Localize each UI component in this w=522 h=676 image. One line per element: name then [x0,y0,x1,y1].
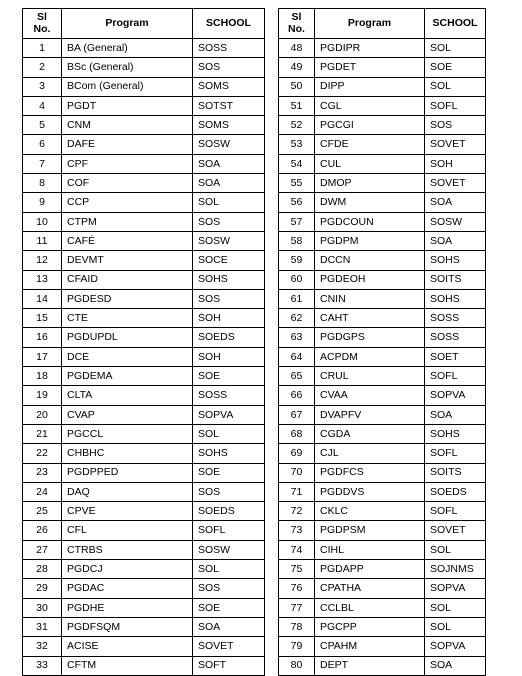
table-row [279,424,486,443]
cell-school: SOE [193,598,265,617]
cell-school: SOMS [193,116,265,135]
cell-school: SOFL [193,521,265,540]
table-row [279,154,486,173]
table-row [279,58,486,77]
cell-sl-no: 72 [279,502,315,521]
cell-school: SOEDS [193,502,265,521]
cell-sl-no: 25 [23,502,62,521]
cell-school: SOVET [425,174,486,193]
header-program: Program [315,9,425,39]
cell-school: SOA [425,193,486,212]
cell-program: CCP [62,193,193,212]
cell-sl-no: 65 [279,367,315,386]
table-row [279,444,486,463]
table-row [23,77,265,96]
cell-sl-no: 73 [279,521,315,540]
cell-program: CPVE [62,502,193,521]
cell-program: CGDA [315,424,425,443]
cell-sl-no: 69 [279,444,315,463]
cell-school: SOCE [193,251,265,270]
cell-school: SOEDS [193,328,265,347]
header-sl-no [279,9,315,39]
cell-program: PGDIPR [315,39,425,58]
cell-school: SOS [193,579,265,598]
cell-program: DAFE [62,135,193,154]
cell-sl-no: 18 [23,367,62,386]
cell-sl-no: 78 [279,617,315,636]
cell-sl-no: 52 [279,116,315,135]
table-row [23,444,265,463]
cell-school: SOA [193,174,265,193]
cell-school: SOSW [193,540,265,559]
cell-school: SOS [193,482,265,501]
cell-sl-no: 17 [23,347,62,366]
header-no-text: No. [33,22,51,35]
table-row [23,521,265,540]
cell-sl-no: 49 [279,58,315,77]
cell-sl-no: 16 [23,328,62,347]
table-row [23,579,265,598]
cell-school: SOE [193,367,265,386]
cell-program: PGDCOUN [315,212,425,231]
cell-program: CAFÉ [62,231,193,250]
cell-sl-no: 53 [279,135,315,154]
cell-school: SOVET [193,637,265,656]
cell-program: CFAID [62,270,193,289]
cell-school: SOH [425,154,486,173]
cell-sl-no: 48 [279,39,315,58]
table-row [279,656,486,675]
table-row [279,637,486,656]
table-header-row [279,9,486,39]
cell-sl-no: 4 [23,96,62,115]
table-row [23,174,265,193]
cell-school: SOEDS [425,482,486,501]
cell-school: SOPVA [425,386,486,405]
cell-program: CLTA [62,386,193,405]
cell-school: SOH [193,347,265,366]
cell-school: SOL [425,617,486,636]
cell-school: SOPVA [425,637,486,656]
header-sl-text: Sl [291,11,302,24]
cell-school: SOS [425,116,486,135]
cell-school: SOSW [193,135,265,154]
cell-school: SOH [193,309,265,328]
cell-program: CPATHA [315,579,425,598]
cell-program: BSc (General) [62,58,193,77]
table-row [23,309,265,328]
table-row [279,270,486,289]
cell-sl-no: 27 [23,540,62,559]
cell-program: PGDT [62,96,193,115]
cell-program: PGDAC [62,579,193,598]
cell-program: COF [62,174,193,193]
cell-school: SOTST [193,96,265,115]
cell-program: PGDEOH [315,270,425,289]
table-row [279,212,486,231]
cell-school: SOFT [193,656,265,675]
cell-school: SOSS [425,328,486,347]
cell-program: DEVMT [62,251,193,270]
table-row [23,212,265,231]
table-row [279,96,486,115]
cell-sl-no: 24 [23,482,62,501]
cell-school: SOL [425,598,486,617]
cell-program: CNM [62,116,193,135]
cell-school: SOL [425,39,486,58]
table-row [279,328,486,347]
table-row [279,347,486,366]
table-row [23,463,265,482]
cell-sl-no: 74 [279,540,315,559]
cell-sl-no: 33 [23,656,62,675]
cell-program: PGDHE [62,598,193,617]
cell-sl-no: 76 [279,579,315,598]
cell-sl-no: 6 [23,135,62,154]
table-body-left [23,39,265,676]
cell-program: CJL [315,444,425,463]
table-row [23,347,265,366]
cell-sl-no: 12 [23,251,62,270]
table-header-row [23,9,265,39]
table-row [279,367,486,386]
cell-sl-no: 63 [279,328,315,347]
cell-program: CFL [62,521,193,540]
cell-school: SOE [425,58,486,77]
cell-program: CTE [62,309,193,328]
cell-program: PGDPSM [315,521,425,540]
programs-table-right [278,8,486,676]
table-row [279,482,486,501]
cell-program: PGDAPP [315,560,425,579]
table-row [23,386,265,405]
cell-school: SOSS [193,386,265,405]
cell-program: DIPP [315,77,425,96]
cell-program: DCE [62,347,193,366]
cell-program: PGDESD [62,289,193,308]
cell-sl-no: 32 [23,637,62,656]
table-row [23,251,265,270]
cell-school: SOPVA [193,405,265,424]
table-row [23,328,265,347]
table-row [23,540,265,559]
table-row [279,463,486,482]
table-row [23,289,265,308]
table-row [279,251,486,270]
cell-school: SOSW [425,212,486,231]
cell-sl-no: 77 [279,598,315,617]
cell-sl-no: 70 [279,463,315,482]
cell-school: SOS [193,58,265,77]
programs-table-left [22,8,265,676]
cell-program: CTPM [62,212,193,231]
cell-sl-no: 1 [23,39,62,58]
cell-program: CPAHM [315,637,425,656]
table-row [279,386,486,405]
cell-program: DEPT [315,656,425,675]
cell-program: DWM [315,193,425,212]
table-row [23,502,265,521]
table-row [23,424,265,443]
table-body-right [279,39,486,676]
cell-program: PGDCJ [62,560,193,579]
table-row [279,405,486,424]
cell-sl-no: 58 [279,231,315,250]
cell-sl-no: 57 [279,212,315,231]
header-sl-text: Sl [37,11,47,24]
table-row [279,77,486,96]
cell-program: PGDFCS [315,463,425,482]
cell-school: SOL [193,560,265,579]
table-row [279,289,486,308]
cell-sl-no: 71 [279,482,315,501]
cell-sl-no: 3 [23,77,62,96]
cell-school: SOFL [425,96,486,115]
cell-program: CUL [315,154,425,173]
cell-school: SOA [425,231,486,250]
cell-school: SOA [425,656,486,675]
cell-sl-no: 64 [279,347,315,366]
cell-program: ACPDM [315,347,425,366]
table-row [279,231,486,250]
cell-school: SOS [193,289,265,308]
table-row [23,58,265,77]
table-row [23,154,265,173]
cell-program: CCLBL [315,598,425,617]
cell-sl-no: 59 [279,251,315,270]
header-program: Program [62,9,193,39]
cell-program: PGDEMA [62,367,193,386]
cell-program: BCom (General) [62,77,193,96]
cell-program: PGDDVS [315,482,425,501]
cell-school: SOL [425,77,486,96]
cell-sl-no: 51 [279,96,315,115]
cell-sl-no: 19 [23,386,62,405]
cell-school: SOL [193,424,265,443]
cell-sl-no: 5 [23,116,62,135]
cell-school: SOITS [425,463,486,482]
cell-program: PGDUPDL [62,328,193,347]
table-row [23,270,265,289]
cell-sl-no: 55 [279,174,315,193]
cell-school: SOMS [193,77,265,96]
table-row [279,39,486,58]
cell-school: SOJNMS [425,560,486,579]
table-row [23,193,265,212]
table-row [23,405,265,424]
cell-sl-no: 8 [23,174,62,193]
cell-program: CRUL [315,367,425,386]
cell-program: PGDET [315,58,425,77]
cell-school: SOFL [425,444,486,463]
cell-sl-no: 9 [23,193,62,212]
table-row [23,637,265,656]
cell-program: DMOP [315,174,425,193]
table-row [279,560,486,579]
cell-program: CFDE [315,135,425,154]
cell-program: DVAPFV [315,405,425,424]
cell-program: CNIN [315,289,425,308]
cell-school: SOVET [425,521,486,540]
cell-program: DCCN [315,251,425,270]
cell-program: CVAA [315,386,425,405]
cell-program: CPF [62,154,193,173]
cell-sl-no: 56 [279,193,315,212]
cell-program: ACISE [62,637,193,656]
header-school: SCHOOL [425,9,486,39]
cell-school: SOPVA [425,579,486,598]
cell-program: PGCPP [315,617,425,636]
table-row [23,598,265,617]
cell-school: SOE [193,463,265,482]
cell-school: SOL [425,540,486,559]
cell-program: CGL [315,96,425,115]
cell-school: SOITS [425,270,486,289]
cell-program: BA (General) [62,39,193,58]
table-row [23,116,265,135]
cell-sl-no: 80 [279,656,315,675]
cell-program: CAHT [315,309,425,328]
table-row [279,174,486,193]
table-row [279,579,486,598]
cell-sl-no: 75 [279,560,315,579]
table-row [279,116,486,135]
cell-program: CHBHC [62,444,193,463]
cell-school: SOHS [425,251,486,270]
table-row [279,521,486,540]
cell-sl-no: 2 [23,58,62,77]
cell-sl-no: 10 [23,212,62,231]
table-row [23,135,265,154]
cell-school: SOSS [425,309,486,328]
cell-school: SOHS [193,444,265,463]
cell-program: PGDGPS [315,328,425,347]
cell-program: CVAP [62,405,193,424]
cell-school: SOA [193,617,265,636]
table-row [23,560,265,579]
cell-program: DAQ [62,482,193,501]
cell-sl-no: 20 [23,405,62,424]
cell-school: SOHS [425,424,486,443]
cell-sl-no: 50 [279,77,315,96]
cell-program: PGCCL [62,424,193,443]
cell-sl-no: 29 [23,579,62,598]
table-row [23,367,265,386]
cell-program: CIHL [315,540,425,559]
cell-school: SOSS [193,39,265,58]
cell-sl-no: 23 [23,463,62,482]
cell-school: SOS [193,212,265,231]
cell-school: SOFL [425,502,486,521]
cell-sl-no: 26 [23,521,62,540]
table-row [23,96,265,115]
cell-sl-no: 67 [279,405,315,424]
table-row [23,39,265,58]
table-row [279,309,486,328]
table-row [23,617,265,636]
cell-school: SOHS [193,270,265,289]
cell-school: SOL [193,193,265,212]
cell-sl-no: 66 [279,386,315,405]
cell-sl-no: 22 [23,444,62,463]
header-no-text: No. [288,22,305,35]
cell-sl-no: 31 [23,617,62,636]
cell-school: SOA [193,154,265,173]
cell-sl-no: 14 [23,289,62,308]
cell-sl-no: 62 [279,309,315,328]
table-row [279,617,486,636]
cell-school: SOET [425,347,486,366]
cell-sl-no: 21 [23,424,62,443]
cell-program: PGCGI [315,116,425,135]
cell-school: SOHS [425,289,486,308]
table-row [279,598,486,617]
cell-sl-no: 61 [279,289,315,308]
cell-school: SOA [425,405,486,424]
cell-program: PGDFSQM [62,617,193,636]
table-row [279,502,486,521]
cell-program: CKLC [315,502,425,521]
cell-sl-no: 54 [279,154,315,173]
cell-sl-no: 11 [23,231,62,250]
cell-school: SOVET [425,135,486,154]
cell-sl-no: 7 [23,154,62,173]
table-row [279,135,486,154]
table-row [23,482,265,501]
cell-school: SOSW [193,231,265,250]
cell-program: PGDPM [315,231,425,250]
table-row [23,231,265,250]
cell-sl-no: 28 [23,560,62,579]
table-row [279,193,486,212]
cell-program: CTRBS [62,540,193,559]
cell-school: SOFL [425,367,486,386]
cell-program: PGDPPED [62,463,193,482]
table-row [23,656,265,675]
cell-sl-no: 15 [23,309,62,328]
table-row [279,540,486,559]
cell-sl-no: 68 [279,424,315,443]
header-sl-no [23,9,62,39]
cell-sl-no: 13 [23,270,62,289]
header-school: SCHOOL [193,9,265,39]
cell-sl-no: 60 [279,270,315,289]
cell-sl-no: 30 [23,598,62,617]
cell-program: CFTM [62,656,193,675]
cell-sl-no: 79 [279,637,315,656]
